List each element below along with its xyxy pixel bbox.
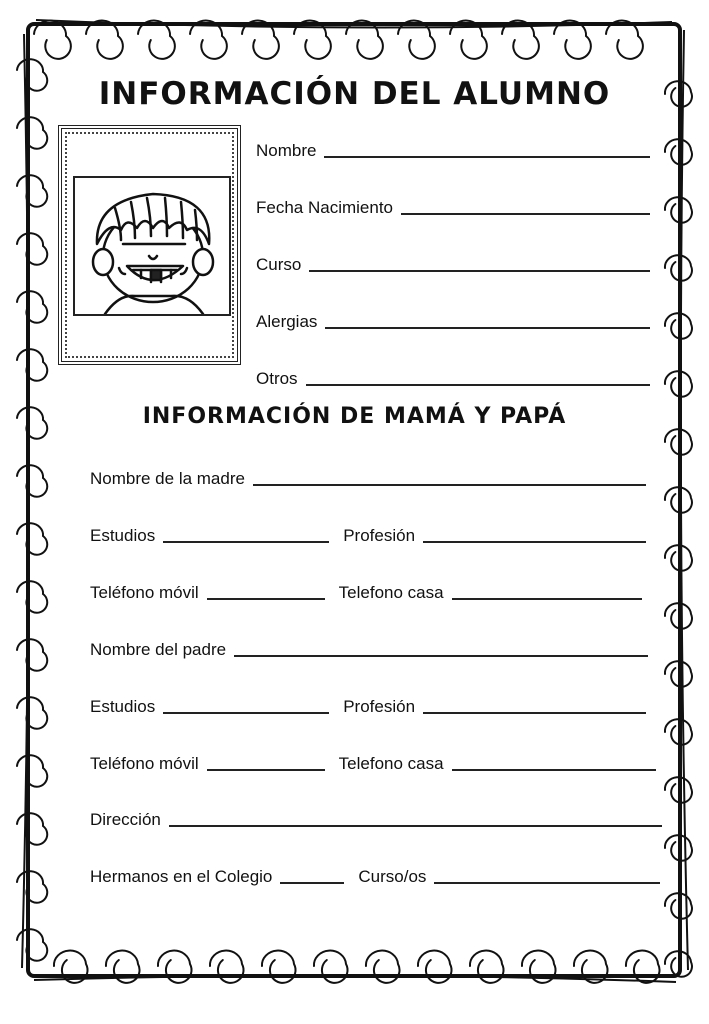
mother-name-label: Nombre de la madre (90, 469, 245, 488)
mother-home-phone-line[interactable] (452, 598, 642, 600)
mother-mobile-line[interactable] (207, 598, 325, 600)
student-course-label: Curso (256, 255, 302, 274)
father-home-phone-line[interactable] (452, 769, 656, 771)
student-others-label: Otros (256, 369, 298, 388)
student-birth-date-label: Fecha Nacimiento (256, 198, 394, 217)
courses-line[interactable] (434, 882, 660, 884)
student-birth-date-field (256, 194, 650, 218)
siblings-label: Hermanos en el Colegio (90, 867, 273, 886)
address-line[interactable] (169, 825, 662, 827)
student-allergies-field (256, 308, 650, 332)
address-label: Dirección (90, 810, 161, 829)
father-name-line[interactable] (234, 655, 648, 657)
student-name-field (256, 137, 650, 161)
father-studies-label: Estudios (90, 697, 156, 716)
father-home-phone-label: Telefono casa (338, 754, 444, 773)
student-info-title: INFORMACIÓN DEL ALUMNO (98, 76, 611, 112)
father-profession-line[interactable] (423, 712, 646, 714)
siblings-field (90, 863, 660, 887)
student-others-line[interactable] (306, 384, 650, 386)
siblings-line[interactable] (280, 882, 344, 884)
photo-box (73, 176, 231, 316)
mother-profession-line[interactable] (423, 541, 646, 543)
student-others-field (256, 365, 650, 389)
parents-info-title: INFORMACIÓN DE MAMÁ Y PAPÁ (142, 404, 567, 429)
student-name-label: Nombre (256, 141, 317, 160)
mother-mobile-label: Teléfono móvil (90, 583, 199, 602)
boy-face-icon (75, 178, 229, 314)
student-course-field (256, 251, 650, 275)
mother-profession-label: Profesión (343, 526, 416, 545)
father-mobile-line[interactable] (207, 769, 325, 771)
father-phone-field (90, 750, 656, 774)
mother-studies-label: Estudios (90, 526, 156, 545)
father-mobile-label: Teléfono móvil (90, 754, 199, 773)
student-allergies-label: Alergias (256, 312, 318, 331)
father-name-field (90, 636, 648, 660)
mother-studies-field (90, 522, 646, 546)
student-allergies-line[interactable] (325, 327, 650, 329)
father-profession-label: Profesión (343, 697, 416, 716)
mother-studies-line[interactable] (163, 541, 329, 543)
student-course-line[interactable] (309, 270, 650, 272)
father-studies-field (90, 693, 646, 717)
mother-name-line[interactable] (253, 484, 646, 486)
mother-phone-field (90, 579, 642, 603)
courses-label: Curso/os (358, 867, 427, 886)
student-birth-date-line[interactable] (401, 213, 650, 215)
mother-home-phone-label: Telefono casa (338, 583, 444, 602)
father-studies-line[interactable] (163, 712, 329, 714)
mother-name-field (90, 465, 646, 489)
student-name-line[interactable] (324, 156, 650, 158)
father-name-label: Nombre del padre (90, 640, 227, 659)
address-field (90, 806, 662, 830)
